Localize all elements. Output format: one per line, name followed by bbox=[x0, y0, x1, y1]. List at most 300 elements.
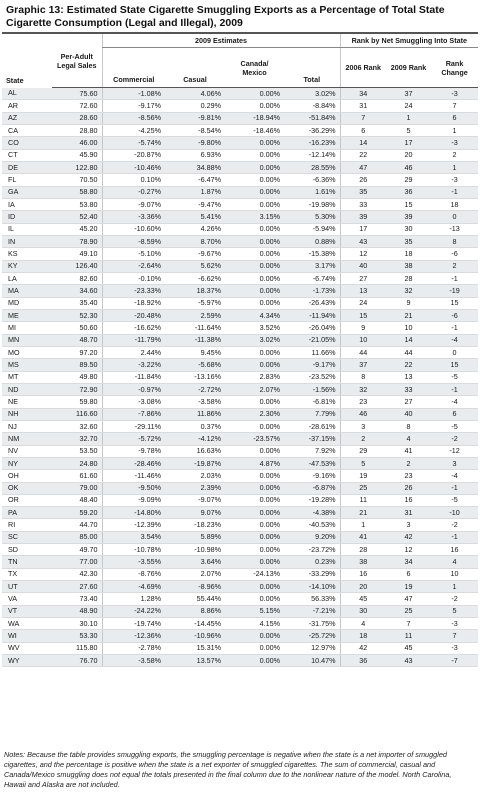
cell-total: -36.29% bbox=[284, 124, 340, 136]
cell-commercial: -0.10% bbox=[102, 272, 165, 284]
cell-casual: -13.16% bbox=[165, 371, 225, 383]
cell-rank-change: 10 bbox=[431, 568, 478, 580]
cell-legal-sales: 28.60 bbox=[52, 112, 102, 124]
cell-state: CA bbox=[2, 124, 52, 136]
cell-rank-2006: 2 bbox=[340, 433, 386, 445]
cell-canada-mexico: 0.00% bbox=[225, 149, 284, 161]
cell-canada-mexico: 0.00% bbox=[225, 556, 284, 568]
table-notes: Notes: Because the table provides smuggling exports, the smuggling percentage is negative when the state is a net importer of smuggled cigarettes, and the percentage is positive when the state is a net exporter of smuggled cigarettes. The sum of commercial, casual and Canada/Mexico smuggling does not equal the totals presented in the final column due to the nonlinear nature of the model. North Carolina, Hawaii and Alaska are not included. bbox=[4, 750, 452, 789]
cell-rank-change: -1 bbox=[431, 531, 478, 543]
cell-rank-2009: 41 bbox=[386, 445, 431, 457]
cell-legal-sales: 46.00 bbox=[52, 137, 102, 149]
cell-total: 9.20% bbox=[284, 531, 340, 543]
cell-rank-2009: 6 bbox=[386, 568, 431, 580]
cell-rank-change: 8 bbox=[431, 235, 478, 247]
table-row bbox=[2, 655, 478, 667]
cell-legal-sales: 75.60 bbox=[52, 88, 102, 100]
cell-total: 7.92% bbox=[284, 445, 340, 457]
cell-rank-2006: 15 bbox=[340, 309, 386, 321]
table-row bbox=[2, 359, 478, 371]
cell-commercial: -0.27% bbox=[102, 186, 165, 198]
cell-canada-mexico: 0.00% bbox=[225, 198, 284, 210]
table-row bbox=[2, 322, 478, 334]
cell-rank-2006: 38 bbox=[340, 556, 386, 568]
cell-rank-2009: 31 bbox=[386, 507, 431, 519]
cell-total: 12.97% bbox=[284, 642, 340, 654]
table-row bbox=[2, 161, 478, 173]
cell-legal-sales: 30.10 bbox=[52, 618, 102, 630]
cell-rank-2006: 11 bbox=[340, 494, 386, 506]
cell-state: WV bbox=[2, 642, 52, 654]
cell-rank-2006: 41 bbox=[340, 531, 386, 543]
cell-state: MO bbox=[2, 346, 52, 358]
cell-rank-change: 0 bbox=[431, 211, 478, 223]
cell-commercial: -4.25% bbox=[102, 124, 165, 136]
table-row bbox=[2, 235, 478, 247]
cell-commercial: -9.09% bbox=[102, 494, 165, 506]
cell-casual: -9.67% bbox=[165, 248, 225, 260]
cell-rank-change: 5 bbox=[431, 605, 478, 617]
cell-legal-sales: 52.30 bbox=[52, 309, 102, 321]
cell-rank-2006: 32 bbox=[340, 383, 386, 395]
cell-rank-2009: 44 bbox=[386, 346, 431, 358]
table-row bbox=[2, 519, 478, 531]
cell-rank-2006: 10 bbox=[340, 334, 386, 346]
cell-legal-sales: 24.80 bbox=[52, 457, 102, 469]
cell-canada-mexico: -18.46% bbox=[225, 124, 284, 136]
table-row bbox=[2, 297, 478, 309]
cell-rank-change: -4 bbox=[431, 396, 478, 408]
cell-rank-2006: 46 bbox=[340, 408, 386, 420]
cell-casual: -10.98% bbox=[165, 544, 225, 556]
cell-state: TX bbox=[2, 568, 52, 580]
table-row bbox=[2, 112, 478, 124]
cell-total: -19.98% bbox=[284, 198, 340, 210]
cell-state: IA bbox=[2, 198, 52, 210]
cell-rank-2009: 30 bbox=[386, 223, 431, 235]
cell-rank-2009: 27 bbox=[386, 396, 431, 408]
cell-rank-2009: 35 bbox=[386, 235, 431, 247]
table-row bbox=[2, 371, 478, 383]
cell-rank-2006: 17 bbox=[340, 223, 386, 235]
cell-canada-mexico: -24.13% bbox=[225, 568, 284, 580]
cell-state: WA bbox=[2, 618, 52, 630]
cell-commercial: -3.36% bbox=[102, 211, 165, 223]
cell-total: 3.17% bbox=[284, 260, 340, 272]
cell-total: -9.17% bbox=[284, 359, 340, 371]
cell-rank-2009: 2 bbox=[386, 457, 431, 469]
cell-commercial: -20.48% bbox=[102, 309, 165, 321]
cell-total: -31.75% bbox=[284, 618, 340, 630]
cell-legal-sales: 53.80 bbox=[52, 198, 102, 210]
table-row bbox=[2, 346, 478, 358]
cell-rank-2009: 10 bbox=[386, 322, 431, 334]
cell-state: LA bbox=[2, 272, 52, 284]
cell-casual: 5.89% bbox=[165, 531, 225, 543]
cell-total: 0.88% bbox=[284, 235, 340, 247]
table-row bbox=[2, 186, 478, 198]
cell-canada-mexico: 0.00% bbox=[225, 346, 284, 358]
cell-rank-2009: 29 bbox=[386, 174, 431, 186]
cell-total: -26.43% bbox=[284, 297, 340, 309]
cell-total: 7.79% bbox=[284, 408, 340, 420]
table-row bbox=[2, 124, 478, 136]
cell-commercial: -4.69% bbox=[102, 581, 165, 593]
cell-commercial: 3.54% bbox=[102, 531, 165, 543]
cell-casual: 18.37% bbox=[165, 285, 225, 297]
cell-total: -15.38% bbox=[284, 248, 340, 260]
cell-state: MA bbox=[2, 285, 52, 297]
cell-rank-change: -19 bbox=[431, 285, 478, 297]
cell-rank-2009: 36 bbox=[386, 186, 431, 198]
cell-legal-sales: 50.60 bbox=[52, 322, 102, 334]
cell-legal-sales: 49.70 bbox=[52, 544, 102, 556]
cell-legal-sales: 53.30 bbox=[52, 630, 102, 642]
cell-rank-2009: 42 bbox=[386, 531, 431, 543]
cell-rank-2006: 31 bbox=[340, 100, 386, 112]
table-row bbox=[2, 605, 478, 617]
cell-rank-2006: 20 bbox=[340, 581, 386, 593]
cell-total: -28.61% bbox=[284, 420, 340, 432]
cell-canada-mexico: 0.00% bbox=[225, 272, 284, 284]
table-row bbox=[2, 137, 478, 149]
table-row bbox=[2, 396, 478, 408]
cell-rank-2006: 3 bbox=[340, 420, 386, 432]
table-row bbox=[2, 433, 478, 445]
cell-commercial: -5.72% bbox=[102, 433, 165, 445]
cell-total: -6.81% bbox=[284, 396, 340, 408]
cell-state: NM bbox=[2, 433, 52, 445]
cell-rank-2006: 5 bbox=[340, 457, 386, 469]
cell-canada-mexico: 4.34% bbox=[225, 309, 284, 321]
cell-state: WY bbox=[2, 655, 52, 667]
cell-legal-sales: 45.20 bbox=[52, 223, 102, 235]
cell-commercial: -14.80% bbox=[102, 507, 165, 519]
cell-legal-sales: 52.40 bbox=[52, 211, 102, 223]
table-row bbox=[2, 642, 478, 654]
table-row bbox=[2, 470, 478, 482]
cell-rank-2009: 43 bbox=[386, 655, 431, 667]
cell-canada-mexico: 0.00% bbox=[225, 593, 284, 605]
table-row bbox=[2, 100, 478, 112]
cell-rank-2009: 24 bbox=[386, 100, 431, 112]
cell-rank-2006: 18 bbox=[340, 630, 386, 642]
table-row bbox=[2, 593, 478, 605]
cell-casual: 2.39% bbox=[165, 482, 225, 494]
cell-rank-change: 3 bbox=[431, 457, 478, 469]
table-row bbox=[2, 260, 478, 272]
cell-rank-2009: 11 bbox=[386, 630, 431, 642]
cell-commercial: -23.33% bbox=[102, 285, 165, 297]
cell-legal-sales: 48.90 bbox=[52, 605, 102, 617]
cell-casual: -9.47% bbox=[165, 198, 225, 210]
cell-commercial: -24.22% bbox=[102, 605, 165, 617]
cell-rank-2009: 7 bbox=[386, 618, 431, 630]
cell-casual: 0.37% bbox=[165, 420, 225, 432]
cell-canada-mexico: 0.00% bbox=[225, 235, 284, 247]
cell-rank-change: 18 bbox=[431, 198, 478, 210]
cell-legal-sales: 122.80 bbox=[52, 161, 102, 173]
cell-commercial: -11.84% bbox=[102, 371, 165, 383]
cell-casual: -4.12% bbox=[165, 433, 225, 445]
table-row bbox=[2, 285, 478, 297]
cell-rank-2006: 21 bbox=[340, 507, 386, 519]
cell-canada-mexico: 0.00% bbox=[225, 248, 284, 260]
cell-canada-mexico: 0.00% bbox=[225, 655, 284, 667]
cell-legal-sales: 61.60 bbox=[52, 470, 102, 482]
cell-rank-change: -2 bbox=[431, 433, 478, 445]
cell-commercial: 2.44% bbox=[102, 346, 165, 358]
cell-legal-sales: 53.50 bbox=[52, 445, 102, 457]
cell-casual: -11.38% bbox=[165, 334, 225, 346]
cell-legal-sales: 49.80 bbox=[52, 371, 102, 383]
cell-commercial: -9.17% bbox=[102, 100, 165, 112]
cell-commercial: -2.78% bbox=[102, 642, 165, 654]
cell-casual: -8.54% bbox=[165, 124, 225, 136]
header-rank-group: Rank by Net Smuggling Into State bbox=[340, 33, 478, 48]
cell-rank-change: -5 bbox=[431, 371, 478, 383]
cell-rank-2009: 5 bbox=[386, 124, 431, 136]
cell-casual: -6.62% bbox=[165, 272, 225, 284]
cell-canada-mexico: 0.00% bbox=[225, 630, 284, 642]
table-row bbox=[2, 445, 478, 457]
cell-commercial: -28.46% bbox=[102, 457, 165, 469]
table-row bbox=[2, 334, 478, 346]
cell-rank-2009: 28 bbox=[386, 272, 431, 284]
cell-rank-2006: 42 bbox=[340, 642, 386, 654]
cell-commercial: -1.08% bbox=[102, 88, 165, 100]
cell-casual: 0.29% bbox=[165, 100, 225, 112]
cell-canada-mexico: 0.00% bbox=[225, 100, 284, 112]
cell-rank-2009: 13 bbox=[386, 371, 431, 383]
cell-casual: -18.23% bbox=[165, 519, 225, 531]
cell-rank-2009: 34 bbox=[386, 556, 431, 568]
cell-canada-mexico: 5.15% bbox=[225, 605, 284, 617]
cell-rank-2006: 26 bbox=[340, 174, 386, 186]
cell-commercial: 0.10% bbox=[102, 174, 165, 186]
cell-casual: 55.44% bbox=[165, 593, 225, 605]
cell-casual: 34.88% bbox=[165, 161, 225, 173]
cell-canada-mexico: 2.83% bbox=[225, 371, 284, 383]
cell-legal-sales: 59.80 bbox=[52, 396, 102, 408]
cell-state: MI bbox=[2, 322, 52, 334]
cell-rank-change: 7 bbox=[431, 100, 478, 112]
cell-canada-mexico: 0.00% bbox=[225, 531, 284, 543]
cell-state: NV bbox=[2, 445, 52, 457]
cell-rank-2009: 21 bbox=[386, 309, 431, 321]
cell-state: MT bbox=[2, 371, 52, 383]
cell-legal-sales: 116.60 bbox=[52, 408, 102, 420]
cell-casual: -2.72% bbox=[165, 383, 225, 395]
cell-total: -9.16% bbox=[284, 470, 340, 482]
header-commercial: Commercial bbox=[102, 48, 165, 88]
cell-rank-2006: 6 bbox=[340, 124, 386, 136]
cell-rank-2006: 22 bbox=[340, 149, 386, 161]
cell-rank-change: -1 bbox=[431, 383, 478, 395]
cell-rank-change: -12 bbox=[431, 445, 478, 457]
cell-commercial: -8.59% bbox=[102, 235, 165, 247]
cell-canada-mexico: 0.00% bbox=[225, 223, 284, 235]
cell-casual: -9.80% bbox=[165, 137, 225, 149]
cell-state: IL bbox=[2, 223, 52, 235]
cell-commercial: -3.08% bbox=[102, 396, 165, 408]
table-row bbox=[2, 531, 478, 543]
cell-casual: -3.58% bbox=[165, 396, 225, 408]
table-row bbox=[2, 211, 478, 223]
cell-rank-2006: 29 bbox=[340, 445, 386, 457]
cell-state: MD bbox=[2, 297, 52, 309]
cell-casual: 1.87% bbox=[165, 186, 225, 198]
header-legal-sales: Per-Adult Legal Sales bbox=[52, 33, 102, 88]
cell-state: DE bbox=[2, 161, 52, 173]
cell-commercial: -3.58% bbox=[102, 655, 165, 667]
cell-rank-2009: 47 bbox=[386, 593, 431, 605]
cell-canada-mexico: 0.00% bbox=[225, 161, 284, 173]
cell-casual: 6.93% bbox=[165, 149, 225, 161]
cell-rank-2009: 17 bbox=[386, 137, 431, 149]
cell-rank-2006: 30 bbox=[340, 605, 386, 617]
cell-total: 28.55% bbox=[284, 161, 340, 173]
cell-total: -19.28% bbox=[284, 494, 340, 506]
cell-commercial: -5.74% bbox=[102, 137, 165, 149]
cell-rank-2009: 16 bbox=[386, 494, 431, 506]
cell-total: -6.36% bbox=[284, 174, 340, 186]
cell-commercial: -16.62% bbox=[102, 322, 165, 334]
cell-canada-mexico: 2.07% bbox=[225, 383, 284, 395]
cell-total: -33.29% bbox=[284, 568, 340, 580]
cell-canada-mexico: 0.00% bbox=[225, 519, 284, 531]
cell-state: GA bbox=[2, 186, 52, 198]
cell-rank-2009: 40 bbox=[386, 408, 431, 420]
cell-rank-change: 6 bbox=[431, 408, 478, 420]
cell-legal-sales: 59.20 bbox=[52, 507, 102, 519]
cell-total: -40.53% bbox=[284, 519, 340, 531]
cell-state: NY bbox=[2, 457, 52, 469]
cell-legal-sales: 73.40 bbox=[52, 593, 102, 605]
cell-canada-mexico: 0.00% bbox=[225, 88, 284, 100]
cell-casual: -11.64% bbox=[165, 322, 225, 334]
header-rank-2009: 2009 Rank bbox=[386, 48, 431, 88]
table-row bbox=[2, 482, 478, 494]
cell-rank-change: 4 bbox=[431, 556, 478, 568]
cell-rank-2006: 1 bbox=[340, 519, 386, 531]
cell-commercial: -3.55% bbox=[102, 556, 165, 568]
cell-rank-change: -4 bbox=[431, 470, 478, 482]
table-title: Graphic 13: Estimated State Cigarette Smuggling Exports as a Percentage of Total State Cigarette Consumption (Legal and Illegal), 2009 bbox=[6, 4, 445, 29]
header-state: State bbox=[6, 75, 24, 85]
cell-legal-sales: 78.90 bbox=[52, 235, 102, 247]
cell-rank-2009: 12 bbox=[386, 544, 431, 556]
cell-commercial: -20.87% bbox=[102, 149, 165, 161]
cell-total: -21.05% bbox=[284, 334, 340, 346]
cell-canada-mexico: 0.00% bbox=[225, 507, 284, 519]
cell-legal-sales: 44.70 bbox=[52, 519, 102, 531]
cell-commercial: -8.56% bbox=[102, 112, 165, 124]
header-rank-change: Rank Change bbox=[431, 48, 478, 88]
cell-rank-2006: 28 bbox=[340, 544, 386, 556]
cell-total: -23.72% bbox=[284, 544, 340, 556]
cell-rank-2009: 20 bbox=[386, 149, 431, 161]
cell-rank-2006: 19 bbox=[340, 470, 386, 482]
cell-legal-sales: 48.40 bbox=[52, 494, 102, 506]
cell-rank-2006: 37 bbox=[340, 359, 386, 371]
cell-commercial: -5.10% bbox=[102, 248, 165, 260]
cell-rank-change: 2 bbox=[431, 149, 478, 161]
cell-casual: -5.68% bbox=[165, 359, 225, 371]
cell-legal-sales: 72.90 bbox=[52, 383, 102, 395]
cell-total: -26.04% bbox=[284, 322, 340, 334]
cell-rank-change: -3 bbox=[431, 137, 478, 149]
cell-rank-change: -2 bbox=[431, 593, 478, 605]
cell-rank-2006: 27 bbox=[340, 272, 386, 284]
cell-rank-2006: 36 bbox=[340, 655, 386, 667]
cell-state: ME bbox=[2, 309, 52, 321]
cell-rank-2009: 14 bbox=[386, 334, 431, 346]
cell-casual: 2.07% bbox=[165, 568, 225, 580]
cell-canada-mexico: 0.00% bbox=[225, 494, 284, 506]
cell-state: NE bbox=[2, 396, 52, 408]
cell-rank-change: -6 bbox=[431, 309, 478, 321]
cell-rank-2006: 43 bbox=[340, 235, 386, 247]
table-row bbox=[2, 457, 478, 469]
cell-rank-2006: 25 bbox=[340, 482, 386, 494]
cell-rank-2009: 23 bbox=[386, 470, 431, 482]
cell-total: 56.33% bbox=[284, 593, 340, 605]
smuggling-table bbox=[2, 32, 478, 667]
table-row bbox=[2, 88, 478, 100]
cell-state: MS bbox=[2, 359, 52, 371]
cell-canada-mexico: 0.00% bbox=[225, 359, 284, 371]
cell-rank-2009: 4 bbox=[386, 433, 431, 445]
cell-total: -14.10% bbox=[284, 581, 340, 593]
cell-canada-mexico: -18.94% bbox=[225, 112, 284, 124]
cell-state: OK bbox=[2, 482, 52, 494]
cell-commercial: -10.46% bbox=[102, 161, 165, 173]
cell-legal-sales: 58.80 bbox=[52, 186, 102, 198]
cell-rank-change: -1 bbox=[431, 322, 478, 334]
cell-canada-mexico: 4.15% bbox=[225, 618, 284, 630]
cell-canada-mexico: 4.87% bbox=[225, 457, 284, 469]
cell-total: 10.47% bbox=[284, 655, 340, 667]
cell-total: -11.94% bbox=[284, 309, 340, 321]
cell-legal-sales: 97.20 bbox=[52, 346, 102, 358]
cell-rank-change: -5 bbox=[431, 420, 478, 432]
cell-commercial: -0.97% bbox=[102, 383, 165, 395]
cell-legal-sales: 34.60 bbox=[52, 285, 102, 297]
cell-casual: -5.97% bbox=[165, 297, 225, 309]
cell-rank-change: 7 bbox=[431, 630, 478, 642]
table-row bbox=[2, 272, 478, 284]
cell-canada-mexico: 0.00% bbox=[225, 137, 284, 149]
cell-rank-2006: 39 bbox=[340, 211, 386, 223]
table-row bbox=[2, 149, 478, 161]
cell-rank-change: -3 bbox=[431, 642, 478, 654]
cell-legal-sales: 49.10 bbox=[52, 248, 102, 260]
cell-rank-2006: 34 bbox=[340, 88, 386, 100]
cell-commercial: -11.79% bbox=[102, 334, 165, 346]
cell-rank-2009: 8 bbox=[386, 420, 431, 432]
cell-casual: 4.06% bbox=[165, 88, 225, 100]
cell-legal-sales: 126.40 bbox=[52, 260, 102, 272]
cell-legal-sales: 42.30 bbox=[52, 568, 102, 580]
cell-commercial: -19.74% bbox=[102, 618, 165, 630]
table-row bbox=[2, 544, 478, 556]
cell-commercial: -7.86% bbox=[102, 408, 165, 420]
cell-total: -1.56% bbox=[284, 383, 340, 395]
cell-rank-2006: 12 bbox=[340, 248, 386, 260]
cell-legal-sales: 72.60 bbox=[52, 100, 102, 112]
cell-commercial: -18.92% bbox=[102, 297, 165, 309]
